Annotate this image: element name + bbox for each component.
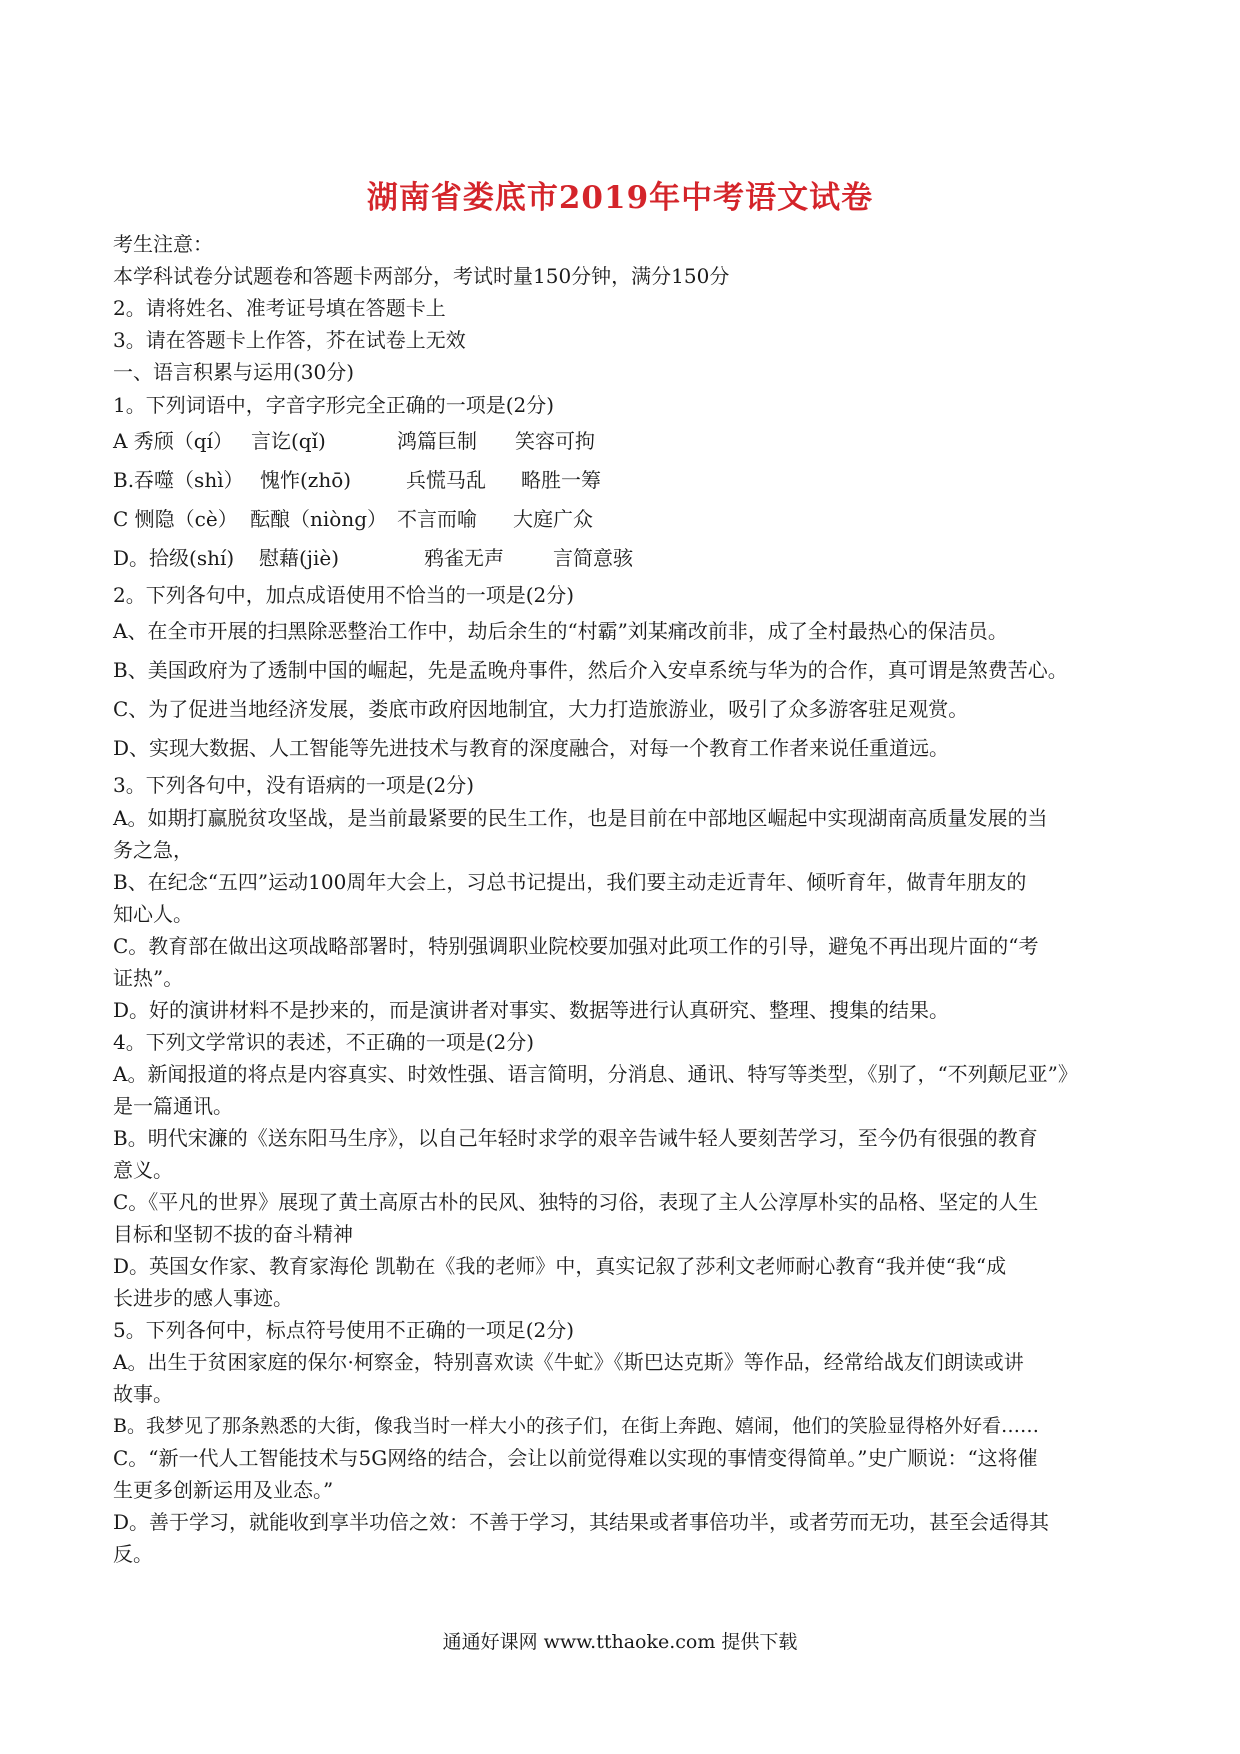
question-4-line: 长进步的感人事迹。 <box>113 1286 293 1310</box>
question-5-line: 反。 <box>113 1542 153 1566</box>
question-5-stem: 5。下列各何中，标点符号使用不正确的一项足(2分) <box>113 1318 575 1342</box>
option-part: C 恻隐（cè） <box>113 507 238 531</box>
notes-item: 2。请将姓名、准考证号填在答题卡上 <box>113 296 446 320</box>
question-3-line: 务之急， <box>113 838 193 862</box>
option-part: 鸦雀无声 <box>424 546 504 570</box>
option-part: 酝酿（niòng） <box>250 507 388 531</box>
question-5-line: C。“新一代人工智能技术与5G网络的结合，会让以前觉得难以实现的事情变得简单。”史广顺说：“这将催 <box>113 1446 1038 1470</box>
notes-heading: 考生注意： <box>113 232 213 256</box>
option-part: B.吞噬（shì） <box>113 468 244 492</box>
question-1-option-a <box>113 422 1133 461</box>
question-3-line: B、在纪念“五四”运动100周年大会上，习总书记提出，我们要主动走近青年、倾听育年，做青年朋友的 <box>113 870 1027 894</box>
question-2-option: D、实现大数据、人工智能等先进技术与教育的深度融合，对每一个教育工作者来说任重道远。 <box>113 736 950 760</box>
page-title: 湖南省娄底市2019年中考语文试卷 <box>366 180 874 216</box>
question-1-option-d <box>113 539 1133 578</box>
option-part: 慰藉(jiè) <box>259 546 340 570</box>
question-3-stem: 3。下列各句中，没有语病的一项是(2分) <box>113 773 475 797</box>
option-part: D。拾级(shí) <box>113 546 235 570</box>
question-3-line: D。好的演讲材料不是抄来的，而是演讲者对事实、数据等进行认真研究、整理、搜集的结果。 <box>113 998 950 1022</box>
question-4-line: A。新闻报道的将点是内容真实、时效性强、语言简明，分消息、通讯、特写等类型，《别了，“不列颠尼亚”》 <box>113 1062 1078 1086</box>
option-part: A 秀颀（qí） <box>113 429 233 453</box>
option-part: 愧怍(zhō) <box>260 468 352 492</box>
option-part: 兵慌马乱 <box>406 468 486 492</box>
question-4-line: C。《平凡的世界》展现了黄土高原古朴的民风、独特的习俗，表现了主人公淳厚朴实的品格、坚定的人生 <box>113 1190 1039 1214</box>
question-3-line: C。教育部在做出这项战略部署时，特别强调职业院校要加强对此项工作的引导，避兔不再出现片面的“考 <box>113 934 1039 958</box>
option-part: 大庭广众 <box>513 507 593 531</box>
question-1-option-b <box>113 461 1133 500</box>
question-5-line: 生更多创新运用及业态。” <box>113 1478 334 1502</box>
exam-content <box>113 228 1133 1570</box>
option-part: 不言而喻 <box>397 507 477 531</box>
question-4-line: D。英国女作家、教育家海伦 凯勒在《我的老师》中，真实记叙了莎利文老师耐心教育“我并使“我“成 <box>113 1254 1007 1278</box>
question-4-line: 是一篇通讯。 <box>113 1094 233 1118</box>
question-1-option-c <box>113 500 1133 539</box>
question-5-line: B。我梦见了那条熟悉的大街，像我当时一样大小的孩子们，在街上奔跑、嬉闹，他们的笑脸显得格外好看…… <box>113 1415 1039 1437</box>
question-3-line: A。如期打赢脱贫攻坚战，是当前最紧要的民生工作，也是目前在中部地区崛起中实现湖南高质量发展的当 <box>113 806 1048 830</box>
question-2-option: A、在全市开展的扫黑除恶整治工作中，劫后余生的“村霸”刘某痛改前非，成了全村最热心的保洁员。 <box>113 619 1008 643</box>
question-3-line: 知心人。 <box>113 902 193 926</box>
question-4-line: B。明代宋濂的《送东阳马生序》，以自己年轻时求学的艰辛告诫牛轻人要刻苦学习，至今仍有很强的教育 <box>113 1126 1038 1150</box>
option-part: 鸿篇巨制 <box>397 429 477 453</box>
question-5-line: 故事。 <box>113 1382 173 1406</box>
section-heading: 一、语言积累与运用(30分) <box>113 360 355 384</box>
question-4-stem: 4。下列文学常识的表述，不正确的一项是(2分) <box>113 1030 535 1054</box>
question-4-line: 意义。 <box>113 1158 173 1182</box>
question-5-line: D。善于学习，就能收到享半功倍之效：不善于学习，其结果或者事倍功半，或者劳而无功，甚至会适得其 <box>113 1510 1050 1534</box>
question-5-line: A。出生于贫困家庭的保尔·柯察金，特别喜欢读《牛虻》《斯巴达克斯》等作品，经常给战友们朗读或讲 <box>113 1350 1024 1374</box>
question-4-line: 目标和坚韧不拔的奋斗精神 <box>113 1222 353 1246</box>
question-2-stem: 2。下列各句中，加点成语使用不恰当的一项是(2分) <box>113 583 575 607</box>
option-part: 略胜一筹 <box>521 468 601 492</box>
question-3-line: 证热”。 <box>113 966 184 990</box>
option-part: 笑容可拘 <box>515 429 595 453</box>
question-1-stem: 1。下列词语中，字音字形完全正确的一项是(2分) <box>113 393 555 417</box>
question-2-option: B、美国政府为了透制中国的崛起，先是孟晚舟事件，然后介入安卓系统与华为的合作，真可谓是煞费苦心。 <box>113 658 1068 682</box>
question-2-option: C、为了促进当地经济发展，娄底市政府因地制宜，大力打造旅游业，吸引了众多游客驻足观赏。 <box>113 697 969 721</box>
notes-item: 3。请在答题卡上作答，芥在试卷上无效 <box>113 328 466 352</box>
option-part: 言简意骇 <box>553 546 633 570</box>
footer-source: 通通好课网 www.tthaoke.com 提供下载 <box>442 1631 798 1653</box>
notes-item: 本学科试卷分试题卷和答题卡两部分，考试时量150分钟，满分150分 <box>113 264 730 288</box>
option-part: 言讫(qǐ) <box>251 429 326 453</box>
